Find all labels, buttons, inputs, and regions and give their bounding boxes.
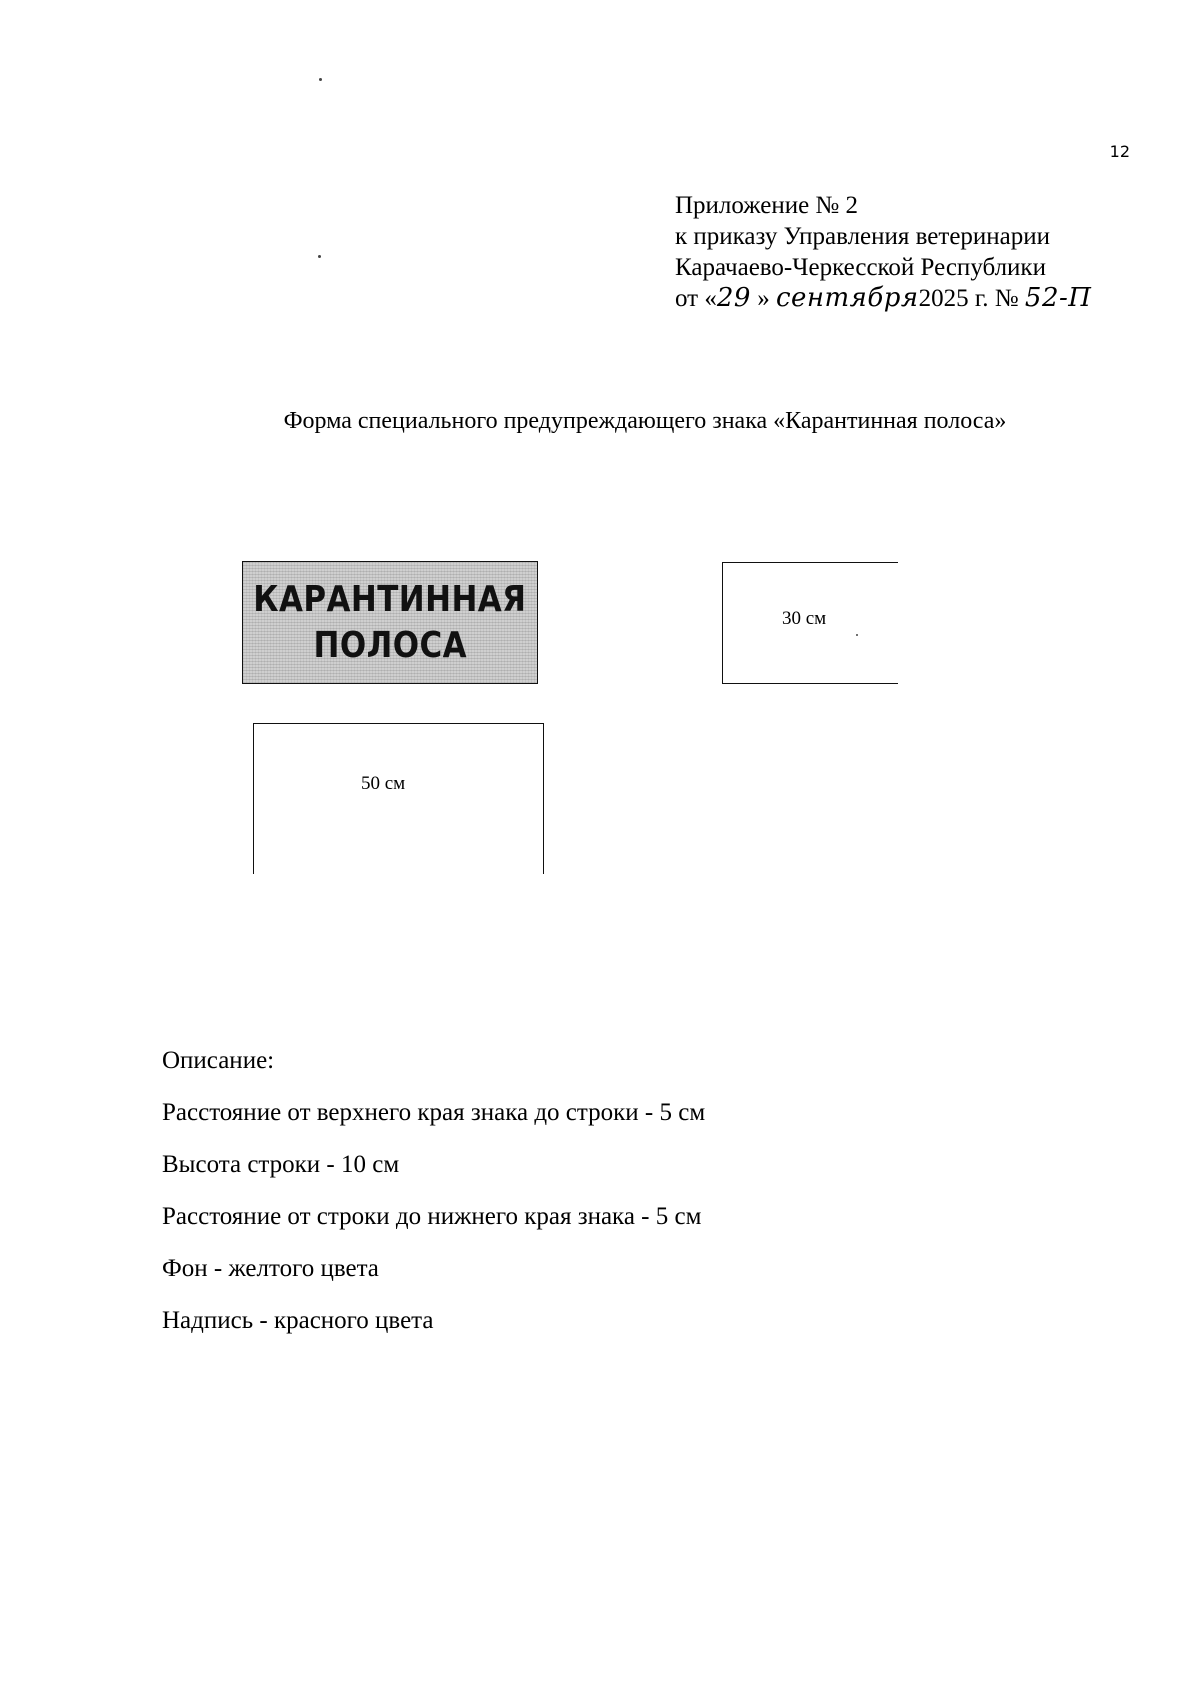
handwritten-order-number: 52-П [1024,283,1092,313]
approval-line-1: Приложение № 2 [675,192,859,219]
approval-line-2: к приказу Управления ветеринарии [675,223,1051,250]
description-item: Фон - желтого цвета [162,1255,379,1282]
handwritten-month: сентября [775,283,919,313]
handwritten-day: 29 [716,283,751,313]
description-item: Высота строки - 10 см [162,1151,400,1178]
sign-text-line-2: ПОЛОСА [313,624,467,666]
document-title: Форма специального предупреждающего знака «Карантинная полоса» [283,408,1007,434]
description-item: Надпись - красного цвета [162,1307,434,1334]
description-block [162,1045,705,1357]
date-prefix: от « [675,285,717,312]
approval-line-3: Карачаево-Черкесской Республики [675,254,1046,281]
warning-sign [242,561,538,684]
description-heading: Описание: [162,1047,275,1074]
width-dimension-bracket [253,723,544,874]
scan-speck [319,78,322,81]
description-item: Расстояние от строки до нижнего края знака - 5 см [162,1203,702,1230]
date-mid: » [750,285,776,312]
scan-speck [856,634,858,636]
year-suffix: 2025 г. № [918,285,1025,312]
page-number: 12 [1109,142,1130,161]
sign-text-line-1: КАРАНТИННАЯ [253,578,527,620]
width-dimension-label: 50 см [361,773,406,794]
approval-date-line [675,283,1155,314]
height-dimension-label: 30 см [782,608,827,629]
approval-block [675,190,1155,314]
scan-speck [318,255,321,258]
description-item: Расстояние от верхнего края знака до строки - 5 см [162,1099,706,1126]
